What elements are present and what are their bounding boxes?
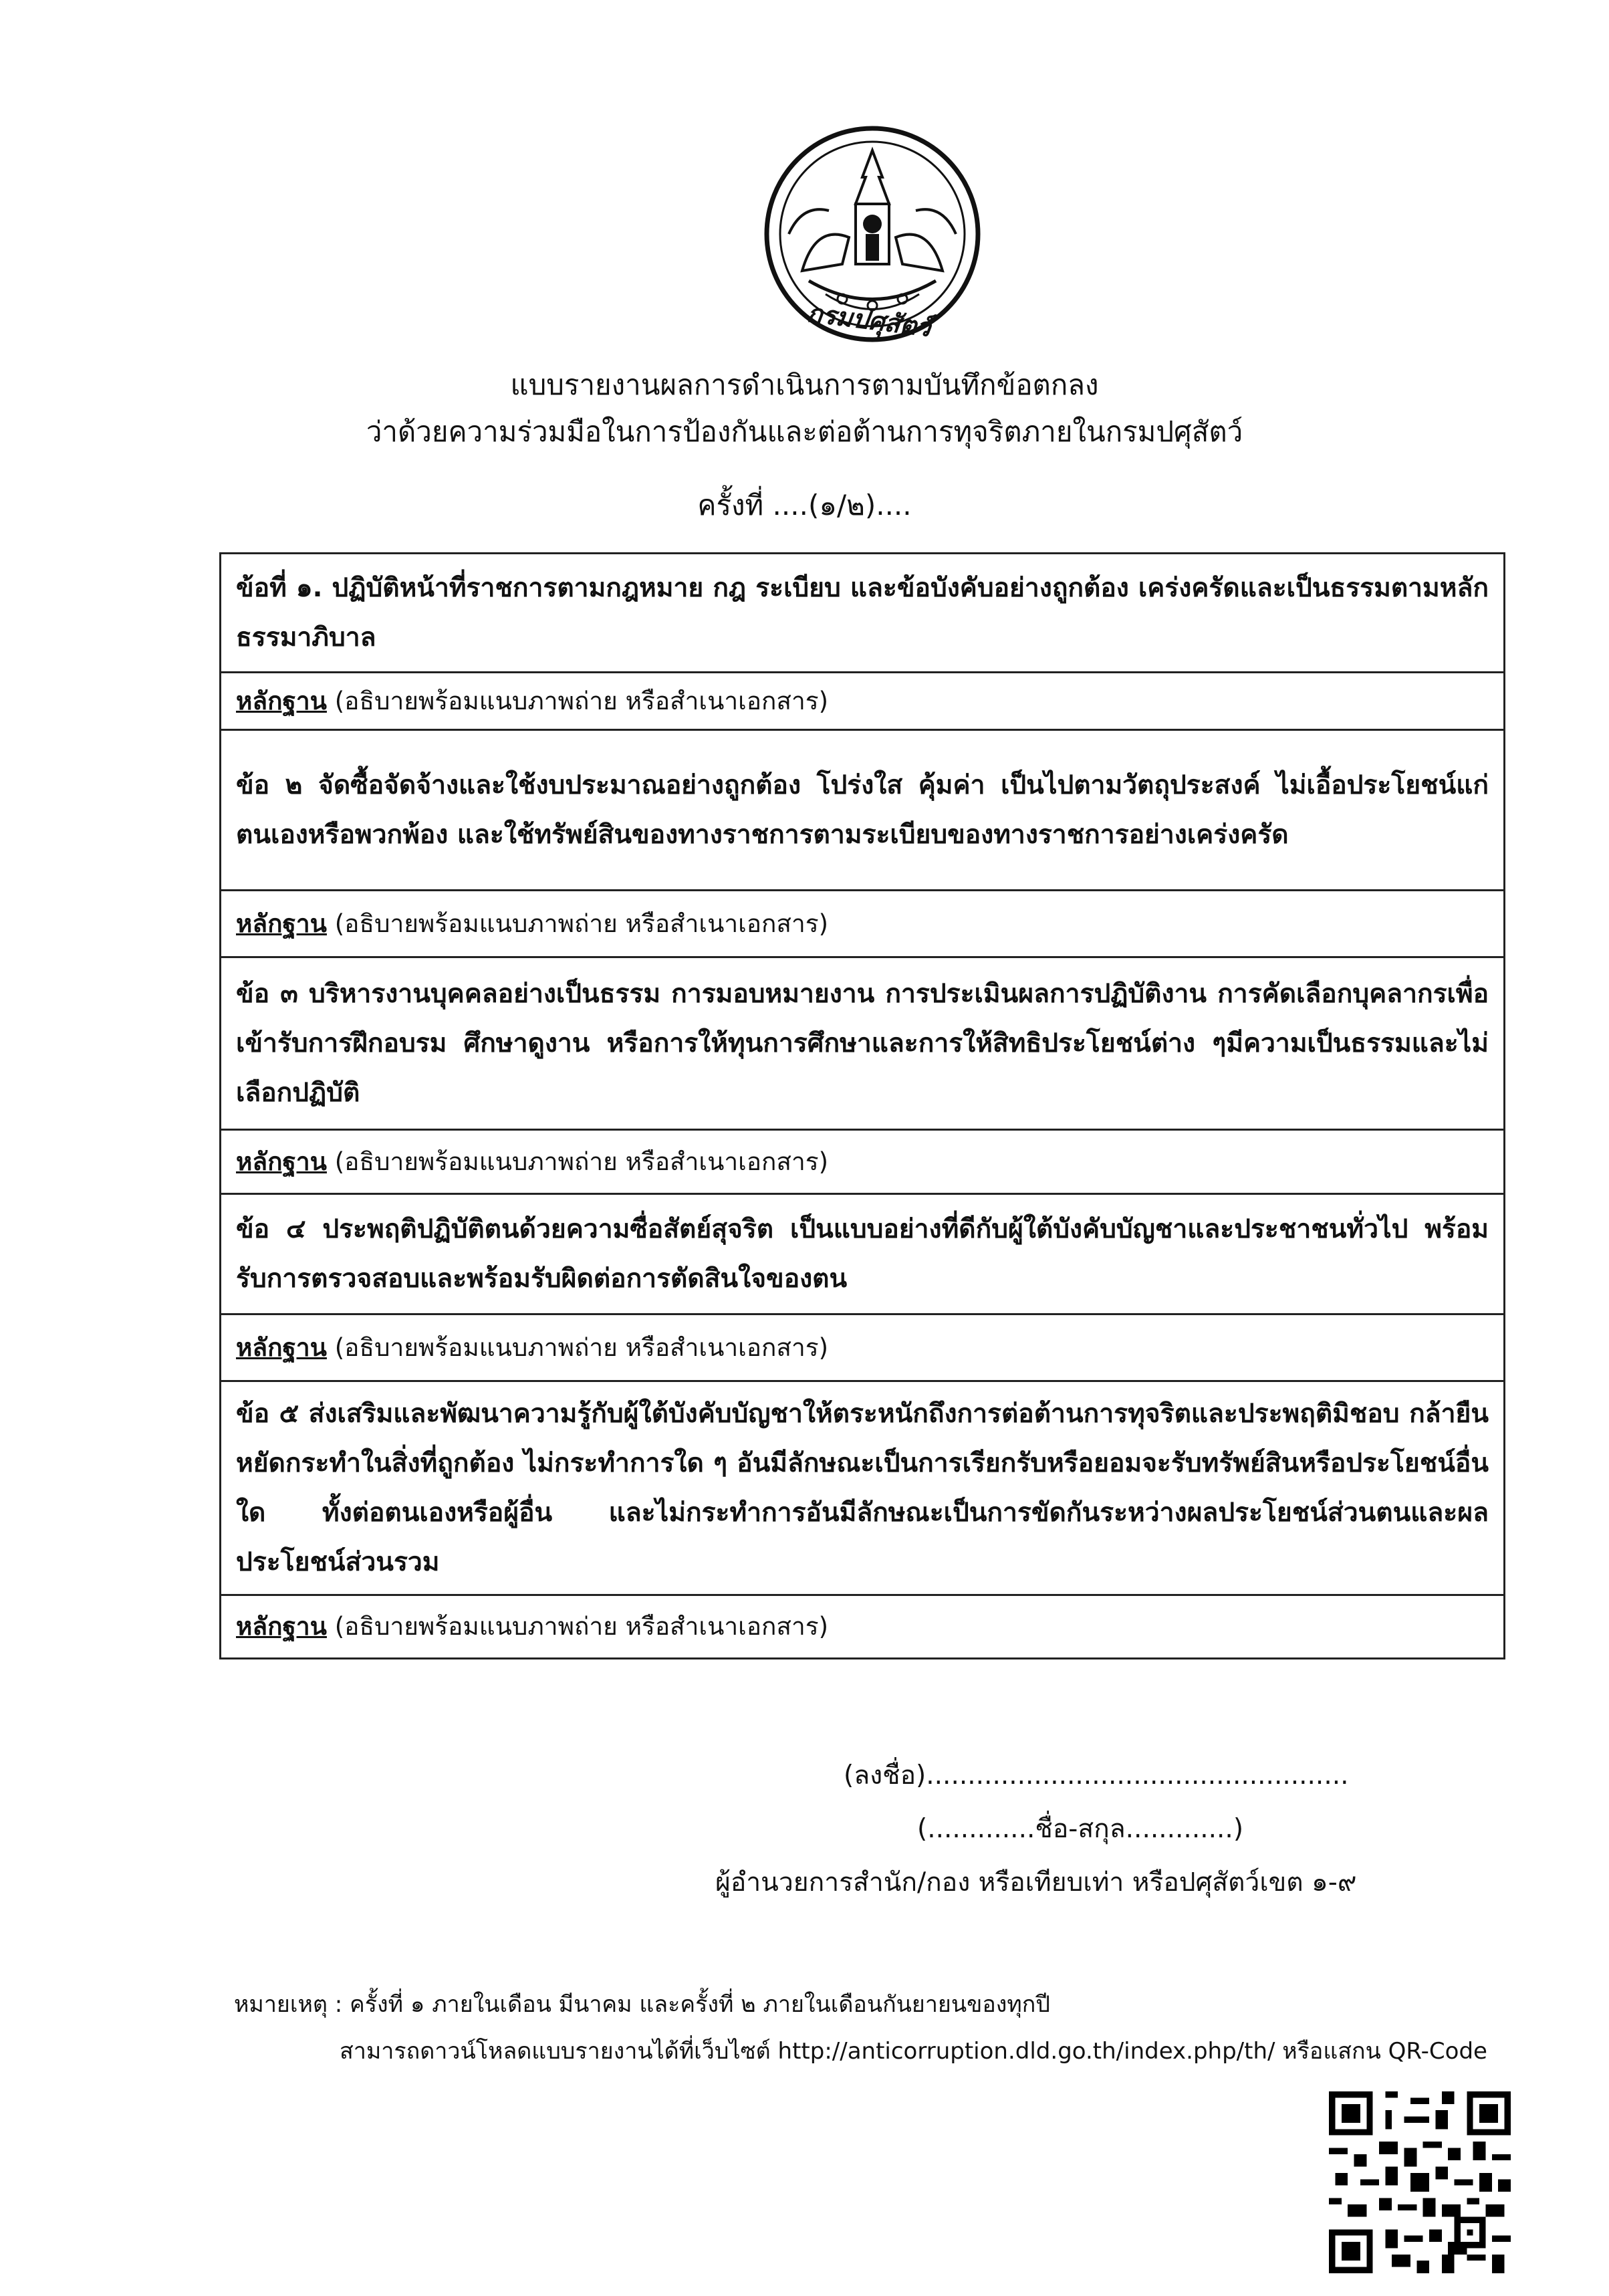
signature-name-line[interactable]: (.............ชื่อ-สกุล.............) — [917, 1814, 1244, 1844]
clause-4: ข้อ ๔ ประพฤติปฏิบัติตนด้วยความซื่อสัตย์สุจริต เป็นแบบอย่างที่ดีกับผู้ใต้บังคับบัญชาและประชาชนทั่วไป พร้อมรับการตรวจสอบและพร้อมรับผิดต่อการตัดสินใจของตน — [221, 1195, 1503, 1315]
evidence-label: หลักฐาน — [236, 1147, 327, 1176]
clause-1: ข้อที่ ๑. ปฏิบัติหน้าที่ราชการตามกฎหมาย กฎ ระเบียบ และข้อบังคับอย่างถูกต้อง เคร่งครัดและเป็นธรรมตามหลักธรรมาภิบาล — [221, 554, 1503, 673]
qr-code-icon[interactable] — [1329, 2091, 1511, 2273]
evidence-row-4[interactable] — [221, 1315, 1503, 1382]
evidence-row-1[interactable] — [221, 673, 1503, 731]
evidence-label: หลักฐาน — [236, 909, 327, 938]
evidence-label: หลักฐาน — [236, 1612, 327, 1641]
seal-caption: กรมปศุสัตว์ — [805, 298, 933, 343]
evidence-label: หลักฐาน — [236, 686, 327, 715]
evidence-row-3[interactable] — [221, 1131, 1503, 1195]
document-title-line-2: ว่าด้วยความร่วมมือในการป้องกันและต่อต้านการทุจริตภายในกรมปศุสัตว์ — [366, 415, 1243, 448]
clause-2: ข้อ ๒ จัดซื้อจัดจ้างและใช้งบประมาณอย่างถูกต้อง โปร่งใส คุ้มค่า เป็นไปตามวัตถุประสงค์ ไม่เอื้อประโยชน์แก่ตนเองหรือพวกพ้อง และใช้ทรัพย์สินของทางราชการตามระเบียบของทางราชการอย่างเคร่งครัด — [221, 731, 1503, 891]
clause-5: ข้อ ๕ ส่งเสริมและพัฒนาความรู้กับผู้ใต้บังคับบัญชาให้ตระหนักถึงการต่อต้านการทุจริตและประพฤติมิชอบ กล้ายืนหยัดกระทำในสิ่งที่ถูกต้อง ไม่กระทำการใด ๆ อันมีลักษณะเป็นการเรียกรับหรือยอมจะรับทรัพย์สินหรือประโยชน์อื่นใด ทั้งต่อตนเองหรือผู้อื่น และไม่กระทำการอันมีลักษณะเป็นการขัดกันระหว่างผลประโยชน์ส่วนตนและผลประโยชน์ส่วนรวม — [221, 1382, 1503, 1596]
evidence-hint: (อธิบายพร้อมแนบภาพถ่าย หรือสำเนาเอกสาร) — [334, 686, 829, 715]
remark-line-1: หมายเหตุ : ครั้งที่ ๑ ภายในเดือน มีนาคม และครั้งที่ ๒ ภายในเดือนกันยายนของทุกปี — [234, 1991, 1050, 2018]
document-title-line-1: แบบรายงานผลการดำเนินการตามบันทึกข้อตกลง — [510, 368, 1099, 401]
evidence-hint: (อธิบายพร้อมแนบภาพถ่าย หรือสำเนาเอกสาร) — [334, 1333, 829, 1362]
evidence-label: หลักฐาน — [236, 1333, 327, 1362]
evidence-hint: (อธิบายพร้อมแนบภาพถ่าย หรือสำเนาเอกสาร) — [334, 909, 829, 938]
signature-line[interactable]: (ลงชื่อ)................................................... — [844, 1760, 1349, 1791]
report-round: ครั้งที่ ....(๑/๒).... — [697, 489, 912, 522]
clause-3: ข้อ ๓ บริหารงานบุคคลอย่างเป็นธรรม การมอบหมายงาน การประเมินผลการปฏิบัติงาน การคัดเลือกบุคลากรเพื่อเข้ารับการฝึกอบรม ศึกษาดูงาน หรือการให้ทุนการศึกษาและการให้สิทธิประโยชน์ต่าง ๆมีความเป็นธรรมและไม่เลือกปฏิบัติ — [221, 958, 1503, 1131]
report-table — [219, 552, 1505, 1659]
evidence-hint: (อธิบายพร้อมแนบภาพถ่าย หรือสำเนาเอกสาร) — [334, 1612, 829, 1641]
evidence-row-5[interactable] — [221, 1596, 1503, 1657]
evidence-row-2[interactable] — [221, 891, 1503, 958]
signature-position: ผู้อำนวยการสำนัก/กอง หรือเทียบเท่า หรือปศุสัตว์เขต ๑-๙ — [715, 1867, 1357, 1898]
evidence-hint: (อธิบายพร้อมแนบภาพถ่าย หรือสำเนาเอกสาร) — [334, 1147, 829, 1176]
remark-line-2: สามารถดาวน์โหลดแบบรายงานได้ที่เว็บไซต์ http://anticorruption.dld.go.th/index.php/th/ หรือแสกน QR-Code — [340, 2038, 1487, 2065]
